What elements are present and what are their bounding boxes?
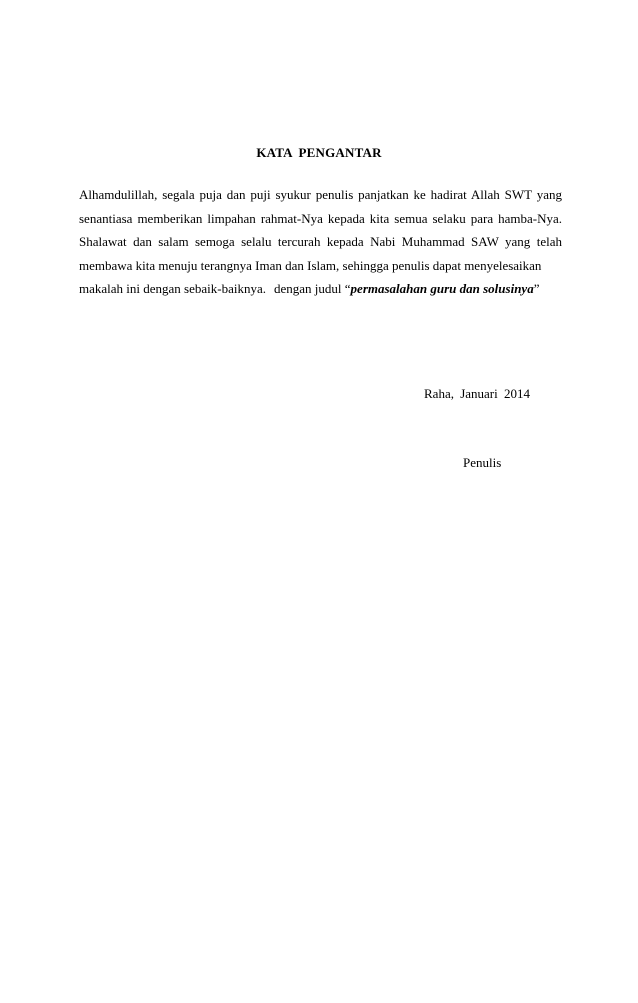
- foreword-paragraph: [79, 183, 562, 301]
- paragraph-line-5-end: ”: [533, 281, 540, 296]
- paragraph-line-1: Alhamdulillah, segala puja dan puji syukur penulis panjatkan ke hadirat Allah SWT yang: [79, 187, 562, 202]
- signer-label: Penulis: [463, 455, 502, 470]
- paragraph-line-2: senantiasa memberikan limpahan rahmat-Nya kepada kita semua selaku para hamba-Nya.: [79, 210, 562, 226]
- place-and-date: Raha, Januari 2014: [424, 386, 531, 401]
- paragraph-line-4: membawa kita menuju terangnya Iman dan Islam, sehingga penulis dapat menyelesaikan: [79, 257, 542, 273]
- paragraph-line-5-start: makalah ini dengan sebaik-baiknya.: [79, 281, 266, 296]
- paragraph-line-3: Shalawat dan salam semoga selalu tercurah kepada Nabi Muhammad SAW yang telah: [79, 234, 562, 249]
- paper-title-emphasis: permasalahan guru dan solusinya: [350, 281, 534, 296]
- paragraph-line-5: [79, 277, 562, 301]
- page-title: KATA PENGANTAR: [256, 145, 382, 160]
- paragraph-line-5-mid: dengan judul “: [274, 281, 351, 296]
